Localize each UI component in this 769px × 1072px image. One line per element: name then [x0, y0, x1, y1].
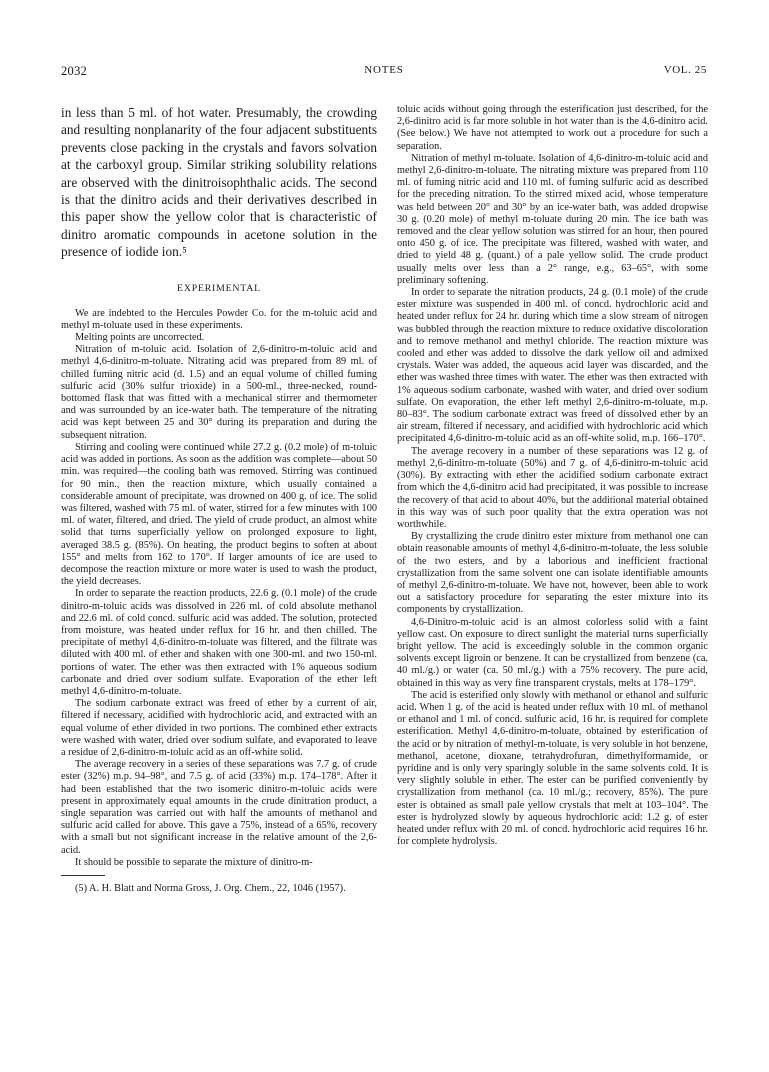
recovery-paragraph: The average recovery in a number of these separations was 12 g. of methyl 2,6-dinitro-m-toluate (50%) and 7 g. of 4,6-dinitro-m-toluic acid (30%). By extracting with ether the acidified sodium carbonate extract from which the 4,6-dinitro acid had precipitated, it was possible to increase the recovery of that acid to about 40%, but the additional material obtained in this way was of such poor quality that the extra operation was not worthwhile.	[397, 445, 708, 530]
continuation-paragraph: toluic acids without going through the esterification just described, for the 2,6-dinitro acid is far more soluble in hot water than is the 4,6-dinitro acid. (See below.) We have not attempted to work out a procedure for such a separation.	[397, 104, 708, 152]
nitration-methyl-toluate-paragraph: Nitration of methyl m-toluate. Isolation of 4,6-dinitro-m-toluic acid and methyl 2,6-dinitro-m-toluate. The nitrating mixture was prepared from 110 ml. of fuming nitric acid and 110 ml. of fuming sulfuric acid as described for the preceding nitration. To the stirred mixed acid, whose temperature was held between 20° and 30° by an ice-water bath, was added dropwise 30 g. (0.20 mole) of methyl m-toluate during 20 min. The ice bath was removed and the clear yellow solution was stirred for an hour, then poured onto 450 g. of ice. The precipitate was filtered, washed with water, and dried to yield 48 g. (quant.) of a pale yellow solid. The crude product usually melts over less than a 2° range, e.g., 63–65°, with some preliminary softening.	[397, 152, 708, 286]
separation-note-paragraph: It should be possible to separate the mixture of dinitro-m-	[75, 856, 313, 868]
separation-paragraph: In order to separate the reaction products, 22.6 g. (0.1 mole) of the crude dinitro-m-toluic acids was dissolved in 226 ml. of cold absolute methanol and 22.6 ml. of cold concd. sulfuric acid was added. The solution, protected from moisture, was heated under reflux for 16 hr. and then chilled. The precipitate of methyl 4,6-dinitro-m-toluate was filtered, and the filtrate was diluted with 400 ml. of ether and shaken with one 300-ml. and two 150-ml. portions of water. The ether was then extracted with 1% aqueous sodium carbonate and dried over sodium sulfate. Evaporation of the ether left methyl 4,6-dinitro-m-toluate.	[61, 588, 377, 697]
page-number: 2032	[61, 64, 88, 78]
left-column	[61, 104, 377, 895]
volume-label: VOL. 25	[663, 64, 707, 76]
melting-points-note: Melting points are uncorrected.	[75, 332, 205, 344]
page-header	[61, 64, 707, 82]
acknowledgement-paragraph: We are indebted to the Hercules Powder Co. for the m-toluic acid and methyl m-toluate used in these experiments.	[61, 307, 377, 331]
dinitro-acid-properties-paragraph: 4,6-Dinitro-m-toluic acid is an almost colorless solid with a faint yellow cast. On exposure to direct sunlight the material turns superficially bright yellow. The acid is exceedingly soluble in the common organic solvents except ligroin or benzene. It can be crystallized from benzene (ca. 40 ml./g.) or water (ca. 50 ml./g.) with a 75% recovery. The pure acid, obtained in this way as very fine transparent crystals, melts at 178–179°.	[397, 616, 708, 689]
nitration-toluic-acid-paragraph: Nitration of m-toluic acid. Isolation of 2,6-dinitro-m-toluic acid and methyl 4,6-dinitro-m-toluate. Nitrating acid was prepared from 89 ml. of chilled fuming nitric acid (d. 1.5) and an equal volume of chilled fuming sulfuric acid (30% sulfur trioxide) in a 500-ml., three-necked, round-bottomed flask that was fitted with a mechanical stirrer and thermometer and was surrounded by an ice-water bath. The temperature of the nitrating acid was kept between 25 and 30° during its preparation and during the subsequent nitration.	[61, 344, 377, 441]
right-column	[397, 104, 708, 848]
footnote-rule	[61, 875, 105, 876]
stirring-cooling-paragraph: Stirring and cooling were continued while 27.2 g. (0.2 mole) of m-toluic acid was added in portions. As soon as the addition was complete—about 50 min. was required—the cooling bath was removed. Stirring was continued for 90 min., then the reaction mixture, which usually contained a considerable amount of precipitate, was drowned on 400 g. of ice. The solid was filtered, washed with 75 ml. of water, stirred for a few minutes with 100 ml. of water, filtered, and dried. The yield of crude product, an almost white solid that turns superficially yellow on prolonged exposure to light, averaged 38.5 g. (85%). On heating, the product begins to soften at about 155° and melts from 162 to 170°. If larger amounts of ice are used to decompose the reaction mixture or more water is used to wash the product, the yield decreases.	[61, 441, 377, 588]
footnote: (5) A. H. Blatt and Norma Gross, J. Org. Chem., 22, 1046 (1957).	[75, 883, 346, 894]
running-title: NOTES	[364, 64, 404, 76]
average-recovery-paragraph: The average recovery in a series of these separations was 7.7 g. of crude ester (32%) m.p. 94–98°, and 7.5 g. of acid (33%) m.p. 174–178°. After it had been established that the two isomeric dinitro-m-toluic acids were present in approximately equal amounts in the crude dinitration product, a single separation was carried out with half the amounts of methanol and sulfuric acid called for above. This gave a 75%, instead of a 65%, recovery with a small but not significant increase in the relative amount of the 2,6- acid.	[61, 759, 377, 856]
esterification-paragraph: The acid is esterified only slowly with methanol or ethanol and sulfuric acid. When 1 g. of the acid is heated under reflux with 10 ml. of methanol or ethanol and 1 ml. of concd. sulfuric acid, 16 hr. is required for complete esterification. Methyl 4,6-dinitro-m-toluate, obtained by esterification of the acid or by nitration of methyl-m-toluate, is very soluble in hot benzene, methanol, acetone, dioxane, tetrahydrofuran, dimethylformamide, or pyridine and is only very sparingly soluble in the same solvents cold. It is very slightly soluble in ether. The ester can be purified conveniently by crystallization from methanol (ca. 10 ml./g.; recovery, 85%). The pure ester is obtained as small pale yellow crystals that melt at 103–104°. The ester is hydrolyzed slowly by aqueous hydrochloric acid: 1.2 g. of ester heated under reflux with 20 ml. of concd. hydrochloric acid requires 16 hr. for complete hydrolysis.	[397, 689, 708, 848]
intro-paragraph: in less than 5 ml. of hot water. Presumably, the crowding and resulting nonplanarity of the four adjacent substituents prevents close packing in the crystals and favors solvation at the carboxyl group. Similar striking solubility relations are observed with the dinitroisophthalic acids. The second is that the dinitro acids and their derivatives described in this paper show the yellow color that is characteristic of dinitro aromatic compounds in acetone solution in the presence of iodide ion.⁵	[61, 105, 377, 260]
sodium-carbonate-paragraph: The sodium carbonate extract was freed of ether by a current of air, filtered if necessary, acidified with hydrochloric acid, and extracted with an equal volume of ether divided in two portions. The combined ether extracts were washed with water, dried over sodium sulfate, and evaporated to leave a residue of 2,6-dinitro-m-toluic acid as an off-white solid.	[61, 698, 377, 758]
crystallization-paragraph: By crystallizing the crude dinitro ester mixture from methanol one can obtain reasonable amounts of methyl 4,6-dinitro-m-toluate, the less soluble of the two esters, and by a laborious and inefficient fractional crystallization from the same solvent one can isolate identifiable amounts of methyl 2,6-dinitro-m-toluate. We have not, however, been able to work out a satisfactory procedure for separating the ester mixture into its components by crystallization.	[397, 531, 708, 616]
section-heading-experimental: EXPERIMENTAL	[177, 282, 261, 294]
nitration-separation-paragraph: In order to separate the nitration products, 24 g. (0.1 mole) of the crude ester mixture was suspended in 400 ml. of concd. hydrochloric acid and heated under reflux for 24 hr. during which time a slow stream of nitrogen was bubbled through the reaction mixture to reduce oxidative discoloration and to remove methanol and methyl chloride. The reaction mixture was cooled and ether was added to dissolve the dark yellow oil and admixed crystals. Water was added, the aqueous acid layer was discarded, and the ether was washed three times with water. The ether was then extracted with 1% aqueous sodium carbonate, washed with water, and dried over sodium sulfate. On evaporation, the ether left methyl 2,6-dinitro-m-toluate, m.p. 80–83°. The sodium carbonate extract was freed of dissolved ether by an air stream, filtered if necessary, and acidified with hydrochloric acid which precipitated 4,6-dinitro-m-toluic acid as an off-white solid, m.p. 166–170°.	[397, 287, 708, 445]
